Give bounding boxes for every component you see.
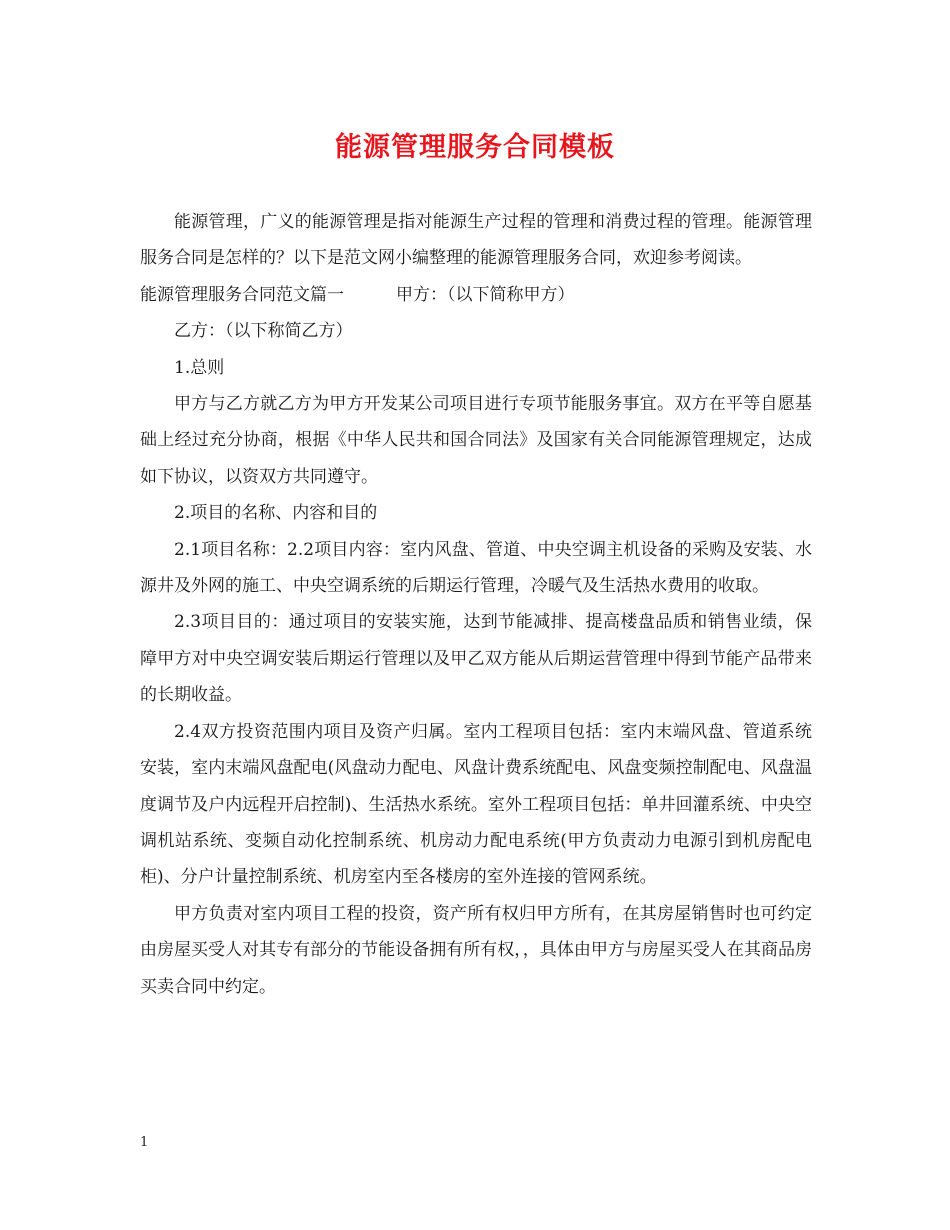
party-b-line: 乙方：（以下称简乙方） [174,321,353,342]
section-1-heading: 1.总则 [174,357,225,378]
section-1-paragraph: 甲方与乙方就乙方为甲方开发某公司项目进行专项节能服务事宜。双方在平等自愿基础上经过充分协商，根据《中华人民共和国合同法》及国家有关合同能源管理规定，达成如下协议，以资双方共同遵守。 [140,394,812,487]
party-a-line: 甲方：（以下简称甲方） [396,284,575,305]
intro-paragraph: 能源管理，广义的能源管理是指对能源生产过程的管理和消费过程的管理。能源管理服务合同是怎样的？以下是范文网小编整理的能源管理服务合同，欢迎参考阅读。 [140,212,812,269]
section-heading-line [140,277,812,313]
document-body [140,204,812,1005]
section-2-heading: 2.项目的名称、内容和目的 [174,503,378,524]
document-title: 能源管理服务合同模板 [335,132,615,163]
section-2-1-paragraph: 2.1项目名称：2.2项目内容：室内风盘、管道、中央空调主机设备的采购及安装、水源井及外网的施工、中央空调系统的后期运行管理，冷暖气及生活热水费用的收取。 [140,539,812,597]
section-heading: 能源管理服务合同范文篇一 [140,284,344,305]
section-2-3-paragraph: 2.3项目目的：通过项目的安装实施，达到节能减排、提高楼盘品质和销售业绩，保障甲方对中央空调安装后期运行管理以及甲乙双方能从后期运营管理中得到节能产品带来的长期收益。 [140,612,812,706]
page-number: 1 [140,1135,149,1150]
section-2-4-paragraph: 2.4双方投资范围内项目及资产归属。室内工程项目包括：室内末端风盘、管道系统安装，室内末端风盘配电(风盘动力配电、风盘计费系统配电、风盘变频控制配电、风盘温度调节及户内远程开启控制)、生活热水系统。室外工程项目包括：单井回灌系统、中央空调机站系统、变频自动化控制系统、机房动力配电系统(甲方负责动力电源引到机房配电柜)、分户计量控制系统、机房室内至各楼房的室外连接的管网系统。 [140,721,812,888]
investment-paragraph: 甲方负责对室内项目工程的投资，资产所有权归甲方所有，在其房屋销售时也可约定由房屋买受人对其专有部分的节能设备拥有所有权，，具体由甲方与房屋买受人在其商品房买卖合同中约定。 [140,903,812,997]
